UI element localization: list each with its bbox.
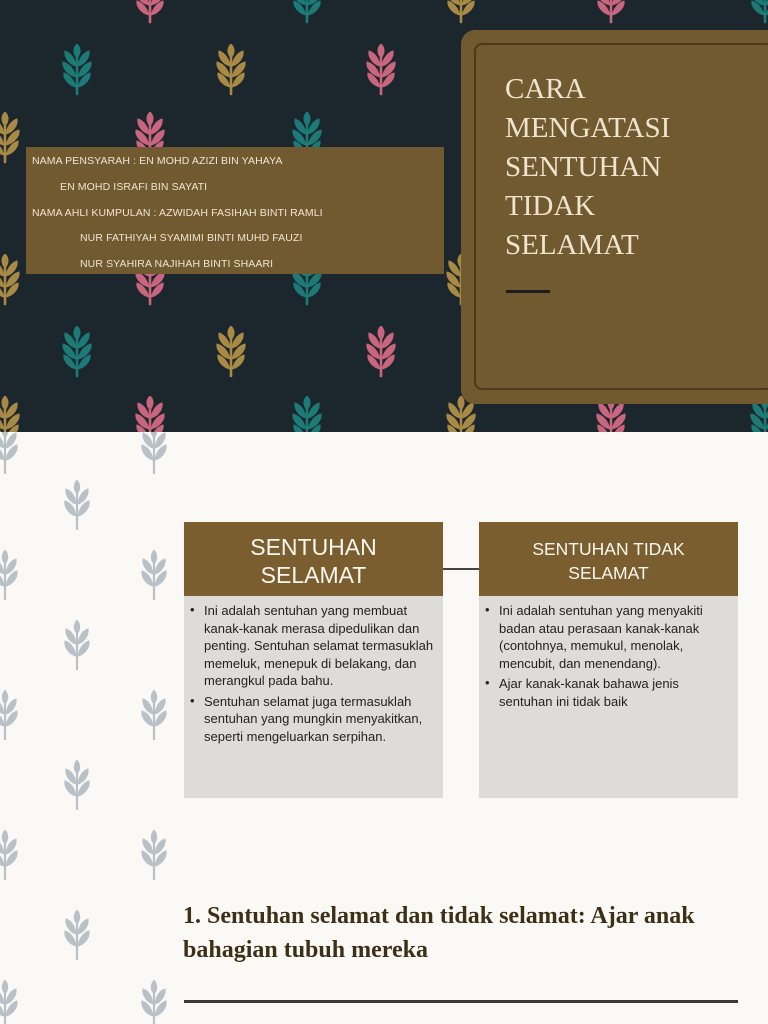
leaf-pattern-icon <box>139 550 169 600</box>
card-title-safe-touch <box>184 522 443 600</box>
content-slide <box>0 432 768 1024</box>
card-connector-line <box>443 568 480 570</box>
lecturer-line: NAMA PENSYARAH : EN MOHD AZIZI BIN YAHAYA <box>32 155 283 167</box>
leaf-pattern-icon <box>444 0 478 24</box>
title-line: SELAMAT <box>505 229 639 261</box>
leaf-pattern-icon <box>139 830 169 880</box>
leaf-pattern-icon <box>364 326 398 378</box>
leaf-pattern-icon <box>0 396 22 432</box>
member-line: NAMA AHLI KUMPULAN : AZWIDAH FASIHAH BINTI RAMLI <box>32 207 323 219</box>
leaf-pattern-icon <box>214 44 248 96</box>
slide-title <box>505 70 745 265</box>
leaf-pattern-icon <box>60 326 94 378</box>
leaf-pattern-icon <box>62 620 92 670</box>
leaf-pattern-icon <box>0 690 20 740</box>
bullet-item: • Sentuhan selamat juga termasuklah sentuhan yang mungkin menyakitkan, seperti mengeluarkan serpihan. <box>204 693 435 746</box>
leaf-pattern-icon <box>748 0 768 24</box>
group-info-box <box>26 147 444 274</box>
heading-underline <box>184 1000 738 1003</box>
leaf-pattern-icon <box>214 326 248 378</box>
leaf-pattern-icon <box>133 396 167 432</box>
member-line-2: NUR FATHIYAH SYAMIMI BINTI MUHD FAUZI <box>80 232 303 244</box>
card-body-unsafe-touch <box>479 596 738 798</box>
title-underline <box>506 290 550 293</box>
lecturer-line-2: EN MOHD ISRAFI BIN SAYATI <box>60 181 208 193</box>
title-line: CARA <box>505 73 586 105</box>
title-line: TIDAK <box>505 190 596 222</box>
leaf-pattern-icon <box>139 690 169 740</box>
bullet-item: • Ini adalah sentuhan yang membuat kanak-kanak merasa dipedulikan dan penting. Sentuhan selamat termasuklah memeluk, menepuk di belakang, dan merangkul pada bahu. <box>204 602 435 690</box>
title-slide <box>0 0 768 432</box>
member-line-3: NUR SYAHIRA NAJIHAH BINTI SHAARI <box>80 258 274 270</box>
leaf-pattern-icon <box>290 0 324 24</box>
leaf-pattern-icon <box>62 910 92 960</box>
leaf-pattern-icon <box>0 112 22 164</box>
leaf-pattern-icon <box>62 760 92 810</box>
leaf-pattern-icon <box>0 432 20 474</box>
leaf-pattern-icon <box>0 980 20 1024</box>
card-title-unsafe-touch <box>479 522 738 600</box>
card-body-safe-touch <box>184 596 443 798</box>
leaf-pattern-icon <box>139 432 169 474</box>
leaf-pattern-icon <box>364 44 398 96</box>
card-title-text: SENTUHAN SELAMAT <box>250 534 377 588</box>
leaf-pattern-icon <box>594 0 628 24</box>
title-line: MENGATASI <box>505 112 671 144</box>
leaf-pattern-icon <box>139 980 169 1024</box>
leaf-pattern-icon <box>0 830 20 880</box>
leaf-pattern-icon <box>290 396 324 432</box>
bullet-item: • Ajar kanak-kanak bahawa jenis sentuhan ini tidak baik <box>499 675 732 710</box>
leaf-pattern-icon <box>0 550 20 600</box>
leaf-pattern-icon <box>133 0 167 24</box>
title-line: SENTUHAN <box>505 151 662 183</box>
section-heading: 1. Sentuhan selamat dan tidak selamat: Ajar anak bahagian tubuh mereka <box>183 903 695 963</box>
leaf-pattern-icon <box>62 480 92 530</box>
leaf-pattern-icon <box>60 44 94 96</box>
leaf-pattern-icon <box>0 254 22 306</box>
card-title-text: SENTUHAN TIDAK SELAMAT <box>532 539 685 583</box>
bullet-item: • Ini adalah sentuhan yang menyakiti badan atau perasaan kanak-kanak (contohnya, memukul, menolak, mencubit, dan menendang). <box>499 602 732 672</box>
